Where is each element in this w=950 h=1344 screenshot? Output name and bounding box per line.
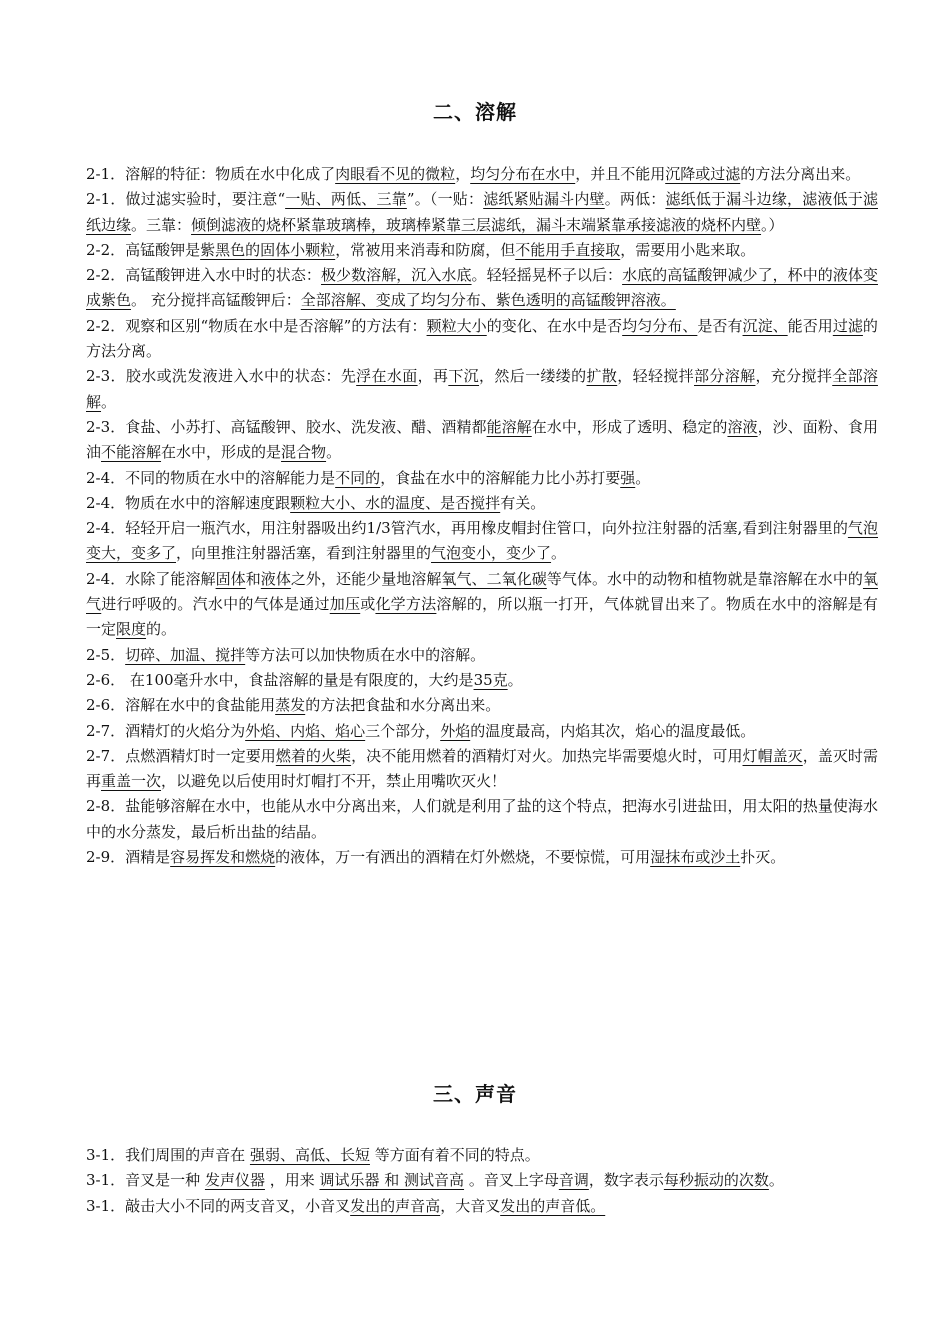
answer-text: 颗粒大小、水的温度、是否搅拌 <box>290 493 501 512</box>
item-text: ，向里推注射器活塞，看到注射器里的 <box>176 544 432 563</box>
item-text: 。 <box>101 392 117 411</box>
answer-text: 外焰、内焰、焰心 <box>245 721 366 740</box>
item-text: 2-5． <box>86 645 126 664</box>
answer-text: 气泡变小，变少了 <box>431 544 552 563</box>
item-text: ，盖灭时需再 <box>86 746 878 791</box>
answer-text: 倾倒滤液的烧杯紧靠玻璃棒，玻璃棒紧靠三层滤纸，漏斗末端紧靠承接滤液的烧杯内壁 <box>191 215 762 234</box>
answer-text: 颗粒大小 <box>426 316 487 335</box>
item-text: 溶解的，所以瓶一打开，气体就冒出来了。物质在水中的溶解是有一定 <box>86 595 878 639</box>
item-text: 2-2．高锰酸钾进入水中时的状态： <box>86 266 321 285</box>
list-item <box>86 845 878 870</box>
answer-text: 每秒振动的次数 <box>663 1171 769 1190</box>
item-text: 2-4．水除了能溶解 <box>86 569 216 588</box>
answer-text: 灯帽盖灭 <box>742 746 803 765</box>
answer-text: 肉眼看不见的微粒 <box>335 165 456 183</box>
item-text: 2-6． 在100毫升水中，食盐溶解的量是有限度的，大约是 <box>86 670 474 689</box>
answer-text: 音调 <box>558 1171 589 1190</box>
item-text: ，食盐在水中的溶解能力比小苏打要 <box>380 468 621 487</box>
section-title-sound: 三、声音 <box>433 1082 517 1106</box>
answer-text: 液体 <box>260 569 291 588</box>
item-text: 2-7．点燃酒精灯时一定要用 <box>86 746 276 765</box>
answer-text: 限度 <box>116 620 147 639</box>
item-text: 。 <box>551 544 567 563</box>
item-text: 的变化、在水中是否 <box>486 316 623 335</box>
answer-text: 气泡变大，变多了 <box>86 519 878 563</box>
answer-text: 氧气、二氧化碳 <box>441 569 547 588</box>
item-text: 在水中，形成的是 <box>161 443 282 462</box>
answer-text: 的固体小颗粒 <box>245 240 336 259</box>
answer-text: 沉降或过滤 <box>665 165 741 183</box>
answer-text: 调试乐器 和 测试音高 <box>319 1171 465 1190</box>
item-text: 2-9．酒精是 <box>86 848 171 867</box>
item-text: 2-1．做过滤实验时，要注意“ <box>86 190 286 209</box>
item-text: 2-2．观察和区别“物质在水中是否溶解”的方法有： <box>86 316 427 335</box>
section-body-dissolving <box>86 162 878 870</box>
list-item <box>86 794 878 845</box>
answer-text: 固体 <box>215 569 246 588</box>
item-text: 2-4．物质在水中的溶解速度跟 <box>86 493 291 512</box>
section-title-dissolving: 二、溶解 <box>433 100 517 124</box>
item-text: 。 <box>768 1171 784 1190</box>
item-text: ”。（一贴： <box>406 190 484 209</box>
item-text: 等方面有着不同的特点。 <box>369 1146 540 1164</box>
list-item <box>86 1194 878 1219</box>
answer-text: 发声仪器 <box>204 1171 265 1190</box>
item-text: 扑灭。 <box>740 848 786 867</box>
item-text: 的方法分离。 <box>86 316 878 361</box>
list-item <box>86 567 878 643</box>
item-text: ，用来 <box>264 1171 320 1190</box>
item-text: 2-6．溶解在水中的食盐能用 <box>86 696 276 715</box>
item-text: 。 <box>326 443 342 462</box>
item-text: 3-1．我们周围的声音在 <box>86 1146 250 1164</box>
answer-text: 全部溶解、变成了均匀分布、紫色透明的高锰酸钾溶液。 <box>300 291 676 310</box>
answer-text: 化学方法 <box>375 595 437 614</box>
item-text: 等气体。水中的动物和植物就是靠溶解在水中的 <box>546 569 863 588</box>
answer-text: 能溶解 <box>486 417 532 436</box>
item-text: 2-7．酒精灯的火焰分为 <box>86 721 246 740</box>
item-text: 2-3．食盐、小苏打、高锰酸钾、胶水、洗发液、醋、酒精都 <box>86 417 487 436</box>
answer-text: 过滤 <box>832 316 863 335</box>
answer-text: 一贴、两低、三靠 <box>285 190 407 209</box>
list-item <box>86 263 878 314</box>
item-text: 。） <box>761 215 784 234</box>
list-item <box>86 491 878 516</box>
item-text: 2-1．溶解的特征：物质在水中化成了 <box>86 165 336 183</box>
item-text: 。音叉上字母 <box>464 1171 559 1190</box>
item-text: 2-3．胶水或洗发液进入水中的状态：先 <box>86 367 357 386</box>
item-text: ，再 <box>417 367 449 386</box>
answer-text: 强弱、高低、长短 <box>249 1146 370 1164</box>
list-item <box>86 415 878 466</box>
item-text: ， <box>455 165 471 183</box>
answer-text: 燃着的火柴 <box>275 746 352 765</box>
item-text: ，沙、面粉、食用油 <box>86 417 878 462</box>
item-text: 在水中，形成了透明、稳定的 <box>531 417 728 436</box>
item-text: 。 <box>635 468 651 487</box>
list-item <box>86 719 878 744</box>
answer-text: 不能用手直接取 <box>515 240 621 259</box>
answer-text: 均匀分布在水中 <box>470 165 576 183</box>
answer-text: 极少数溶解，沉入水底 <box>320 266 472 285</box>
item-text: 2-8．盐能够溶解在水中，也能从水中分离出来，人们就是利用了盐的这个特点，把海水引进盐田，用太阳的热量使海水中的水分蒸发，最后析出盐的结晶。 <box>86 797 878 841</box>
section-body-sound <box>86 1143 878 1219</box>
answer-text: 全部溶解 <box>86 367 878 411</box>
answer-text: 发出的声音高 <box>350 1196 441 1215</box>
item-text: 的温度最高，内焰其次，焰心的温度最低。 <box>470 721 756 740</box>
list-item <box>86 238 878 263</box>
item-text: ，常被用来消毒和防腐，但 <box>335 240 516 259</box>
answer-text: 强 <box>620 468 636 487</box>
item-text: 的。 <box>146 620 177 639</box>
list-item <box>86 187 878 238</box>
item-text: ，决不能用燃着的酒精灯对火。加热完毕需要熄火时，可用 <box>351 746 743 765</box>
item-text: 等方法可以加快物质在水中的溶解。 <box>245 645 486 664</box>
item-text: 的方法分离出来。 <box>740 165 861 183</box>
list-item <box>86 643 878 668</box>
item-text: 的方法把食盐和水分离出来。 <box>305 696 501 715</box>
item-text: ，数字表示 <box>588 1171 664 1190</box>
item-text: 的液体，万一有洒出的酒精在灯外燃烧，不要惊慌，可用 <box>275 848 651 867</box>
answer-text: 沉淀、 <box>742 316 788 335</box>
item-text: ，需要用小匙来取。 <box>620 240 756 259</box>
list-item <box>86 364 878 415</box>
answer-text: 滤纸低于漏斗边缘，滤液低于滤纸边缘 <box>86 190 878 234</box>
item-text: 。 充分搅拌高锰酸钾后： <box>131 291 301 310</box>
item-text: 之外，还能少量地溶解 <box>290 569 442 588</box>
answer-text: 湿抹布或沙土 <box>650 848 741 867</box>
list-item <box>86 162 878 187</box>
answer-text: 混合物 <box>281 443 327 462</box>
item-text: ，轻轻搅拌 <box>617 367 695 386</box>
answer-text: 蒸发 <box>275 696 306 715</box>
answer-text: 滤纸紧贴漏斗内壁 <box>483 190 605 209</box>
answer-text: 下沉 <box>448 367 480 386</box>
answer-text: 重盖一次 <box>101 772 162 791</box>
item-text: 有关。 <box>500 493 546 512</box>
item-text: ，然后一缕缕的 <box>479 367 587 386</box>
answer-text: 浮在水面 <box>356 367 418 386</box>
answer-text: 不同的 <box>335 468 381 487</box>
answer-text: 容易挥发和燃烧 <box>170 848 276 867</box>
item-text: 3-1．敲击大小不同的两支音叉，小音叉 <box>86 1196 351 1215</box>
answer-text: 扩散 <box>586 367 618 386</box>
item-text: ，并且不能用 <box>575 165 666 183</box>
item-text: ，大音叉 <box>440 1196 501 1215</box>
answer-text: 均匀分布、 <box>622 316 698 335</box>
list-item <box>86 516 878 567</box>
item-text: 。轻轻摇晃杯子以后： <box>471 266 623 285</box>
answer-text: 发出的声音低。 <box>500 1196 606 1215</box>
answer-text: 不能溶解 <box>101 443 162 462</box>
item-text: ，以避免以后使用时灯帽打不开，禁止用嘴吹灭火！ <box>161 772 507 791</box>
list-item <box>86 1143 878 1168</box>
item-text: 2-4．轻轻开启一瓶汽水，用注射器吸出约1/3管汽水，再用橡皮帽封住管口，向外拉注射器的活塞,看到注射器里的 <box>86 519 848 538</box>
item-text: 三个部分， <box>365 721 441 740</box>
item-text: 和 <box>245 569 261 588</box>
answer-text: 35克 <box>473 670 508 689</box>
item-text: 3-1．音叉是一种 <box>86 1171 205 1190</box>
list-item <box>86 668 878 693</box>
list-item <box>86 1168 878 1193</box>
item-text: 。三靠： <box>131 215 192 234</box>
answer-text: 溶液 <box>727 417 758 436</box>
list-item <box>86 314 878 365</box>
answer-text: 紫黑色 <box>200 240 246 259</box>
item-text: 。两低： <box>604 190 666 209</box>
item-text: 。 <box>507 670 523 689</box>
item-text: 进行呼吸的。汽水中的气体是通过 <box>101 595 330 614</box>
list-item <box>86 744 878 795</box>
answer-text: 部分溶解 <box>694 367 756 386</box>
item-text: 2-4．不同的物质在水中的溶解能力是 <box>86 468 336 487</box>
answer-text: 加压 <box>329 595 361 614</box>
list-item <box>86 693 878 718</box>
answer-text: 外焰 <box>440 721 471 740</box>
list-item <box>86 466 878 491</box>
answer-text: 切碎、加温、搅拌 <box>125 645 246 664</box>
item-text: ，充分搅拌 <box>755 367 833 386</box>
item-text: 是否有 <box>697 316 743 335</box>
item-text: 能否用 <box>787 316 833 335</box>
item-text: 或 <box>360 595 376 614</box>
item-text: 2-2．高锰酸钾是 <box>86 240 201 259</box>
answer-text: 水底的高锰酸钾减少了，杯中的液体变成紫色 <box>86 266 878 310</box>
answer-text: 氧气 <box>86 569 878 614</box>
